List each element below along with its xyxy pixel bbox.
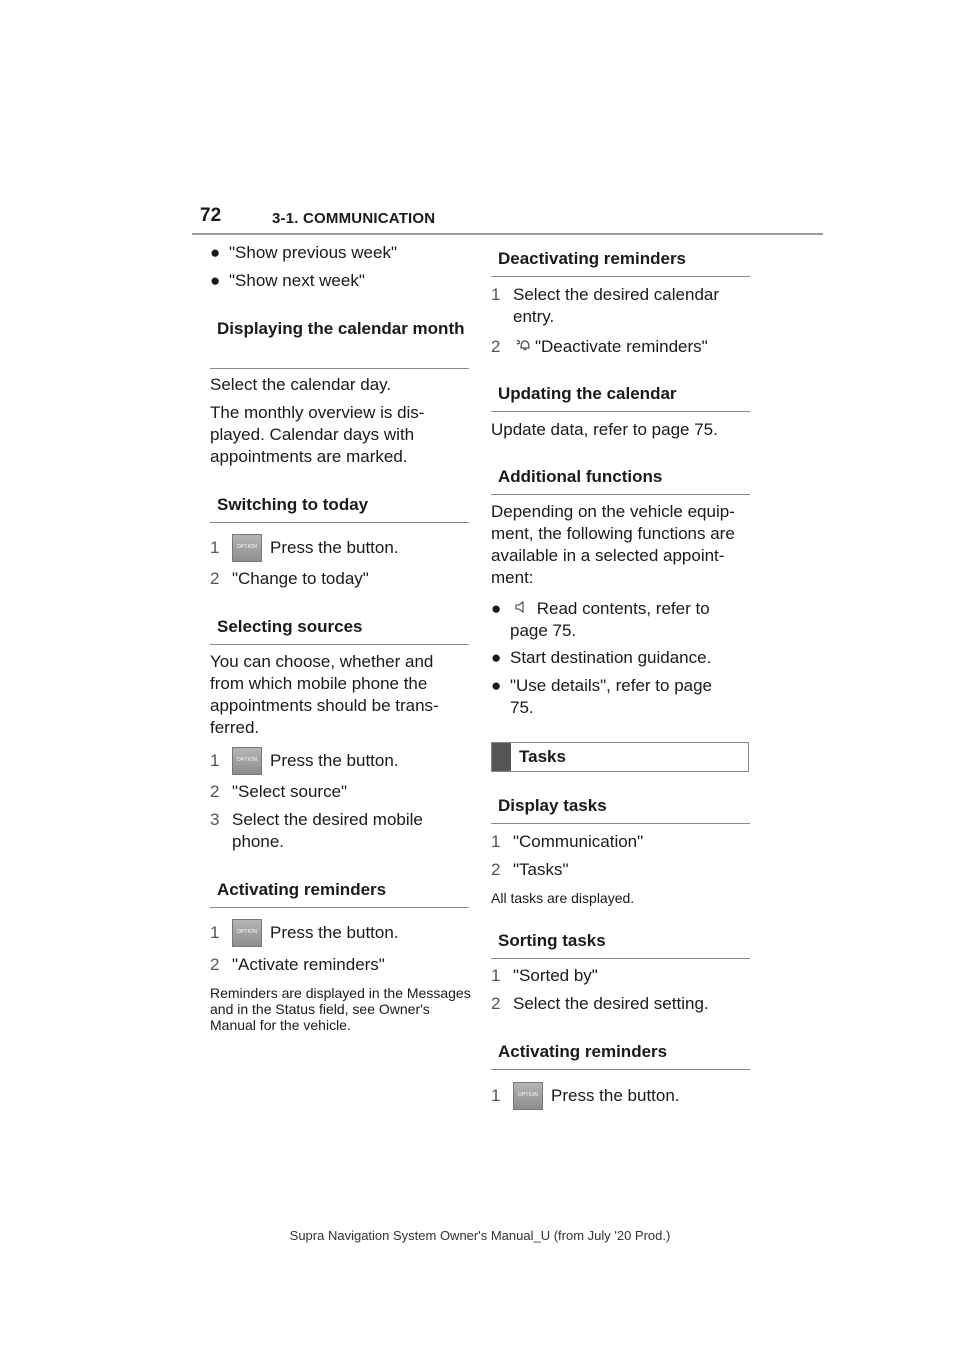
step-item: 1 OPTION Press the button.: [210, 922, 399, 947]
heading-updating-calendar: Updating the calendar: [491, 383, 750, 412]
list-item: ● "Show previous week": [210, 243, 397, 262]
option-button-icon: OPTION: [513, 1082, 543, 1110]
chapter-heading-tasks: Tasks: [491, 742, 749, 772]
heading-additional-functions: Additional functions: [491, 466, 750, 495]
bullet-icon: ●: [210, 243, 221, 262]
heading-display-tasks: Display tasks: [491, 795, 750, 824]
heading-sorting-tasks: Sorting tasks: [491, 930, 750, 959]
list-item: ● Start destination guidance.: [491, 648, 712, 667]
step-item: 2 "Tasks": [491, 860, 569, 879]
section-title: 3-1. COMMUNICATION: [272, 210, 436, 227]
bullet-icon: ●: [491, 676, 502, 695]
step-item: 2 Select the desired setting.: [491, 994, 709, 1013]
step-item: 3 Select the desired mobile phone.: [210, 810, 423, 851]
heading-activating-reminders-2: Activating reminders: [491, 1041, 750, 1070]
note-text: Reminders are displayed in the Messages and in the Status field, see Owner's Manual for the vehicle.: [210, 985, 471, 1033]
heading-deactivating-reminders: Deactivating reminders: [491, 248, 750, 277]
step-item: 2 "Change to today": [210, 569, 369, 588]
step-item: 2 "Activate reminders": [210, 955, 385, 974]
heading-selecting-sources: Selecting sources: [210, 616, 469, 645]
option-button-icon: OPTION: [232, 534, 262, 562]
step-item: 1 "Communication": [491, 832, 644, 851]
step-item: 1 OPTION Press the button.: [210, 537, 399, 562]
paragraph: Select the calendar day.: [210, 375, 392, 394]
step-item: 1 "Sorted by": [491, 966, 598, 985]
heading-switching-today: Switching to today: [210, 494, 469, 523]
option-button-icon: OPTION: [232, 747, 262, 775]
option-button-icon: OPTION: [232, 919, 262, 947]
paragraph: Update data, refer to page 75.: [491, 420, 718, 439]
paragraph: Depending on the vehicle equip-ment, the following functions are available in a selected appoint-ment:: [491, 502, 735, 587]
bell-off-icon: [513, 336, 535, 358]
step-item: 1 OPTION Press the button.: [491, 1085, 680, 1110]
paragraph: The monthly overview is dis-played. Calendar days with appointments are marked.: [210, 403, 425, 466]
step-item: 2 "Select source": [210, 782, 348, 801]
paragraph: You can choose, whether and from which mobile phone the appointments should be trans-ferred.: [210, 652, 439, 737]
header-divider: [192, 233, 823, 235]
chapter-tab-marker: [492, 743, 511, 771]
list-item: ● "Use details", refer to page 75.: [491, 676, 713, 717]
page-footer: Supra Navigation System Owner's Manual_U (from July '20 Prod.): [289, 1228, 671, 1243]
page-number: 72: [200, 205, 222, 226]
heading-calendar-month: Displaying the calendar month: [210, 318, 469, 369]
step-item: 1 OPTION Press the button.: [210, 750, 399, 775]
bullet-icon: ●: [491, 599, 502, 618]
bullet-icon: ●: [491, 648, 502, 667]
speaker-icon: [510, 598, 532, 620]
step-item: 2 "Deactivate reminders": [491, 337, 708, 356]
bullet-icon: ●: [210, 271, 221, 290]
list-item: ● Read contents, refer to page 75.: [491, 599, 710, 640]
step-item: 1 Select the desired calendar entry.: [491, 285, 720, 326]
note-text: All tasks are displayed.: [491, 890, 635, 906]
heading-activating-reminders: Activating reminders: [210, 879, 469, 908]
list-item: ● "Show next week": [210, 271, 365, 290]
